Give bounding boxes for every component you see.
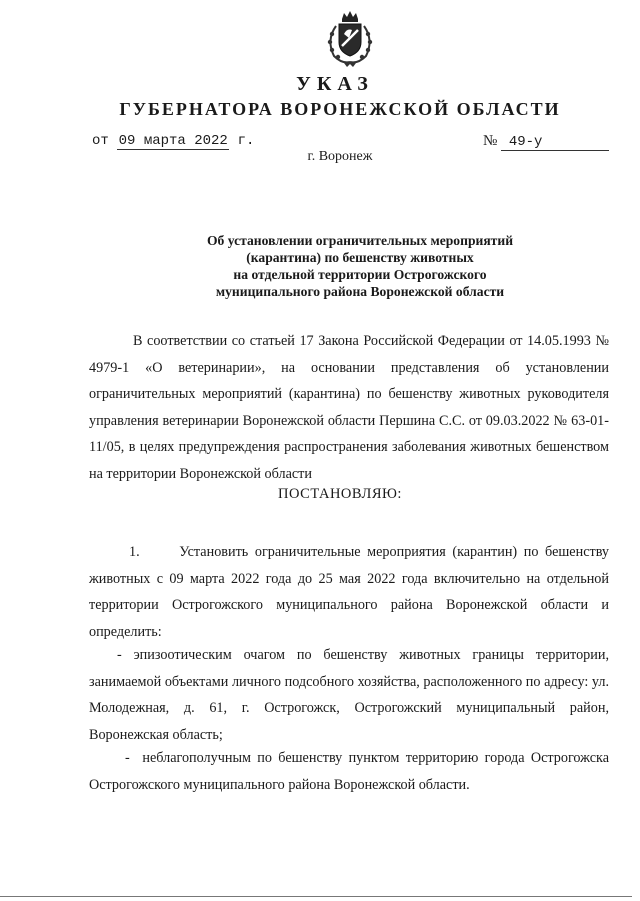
date-suffix: г.: [237, 133, 255, 149]
item-1-dash-paragraph: - неблагополучным по бешенству пунктом территорию города Острогожска Острогожского муниципального района Воронежской области.: [89, 750, 613, 793]
number-label: №: [483, 133, 498, 149]
subject-line: муниципального района Воронежской области: [215, 284, 505, 299]
page-bottom-divider: [0, 896, 632, 897]
document-issuer: ГУБЕРНАТОРА ВОРОНЕЖСКОЙ ОБЛАСТИ: [119, 99, 561, 119]
subject-line: (карантина) по бешенству животных: [246, 250, 474, 265]
decree-date: [92, 133, 254, 150]
item-1-dash-paragraph: - эпизоотическим очагом по бешенству животных границы территории, занимаемой объектами личного подсобного хозяйства, расположенного по адресу: ул. Молодежная, д. 61, г. Острогожск, Острогожский муниципальный район, Воронежская область;: [89, 647, 609, 743]
resolution-keyword: ПОСТАНОВЛЯЮ:: [278, 486, 402, 502]
item-1-paragraph: 1. Установить ограничительные мероприятия (карантин) по бешенству животных с 09 марта 2022 года до 25 мая 2022 года включительно на отдельной территории Острогожского муниципального района Воронежской области и определить:: [89, 544, 613, 640]
coat-of-arms-icon: [322, 10, 378, 68]
subject-line: на отдельной территории Острогожского: [233, 267, 487, 282]
subject-line: Об установлении ограничительных мероприятий: [206, 233, 514, 248]
city: г. Воронеж: [307, 149, 373, 164]
preamble-paragraph: В соответствии со статьей 17 Закона Российской Федерации от 14.05.1993 № 4979-1 «О ветеринарии», на основании представления об установлении ограничительных мероприятий (карантина) по бешенству животных руководителя управления ветеринарии Воронежской области Першина С.С. от 09.03.2022 № 63-01-11/05, в целях предупреждения распространения заболевания животных бешенством на территории Воронежской области: [89, 333, 609, 482]
document-title: УКАЗ: [296, 73, 374, 95]
date-prefix: от: [92, 133, 109, 149]
date-value: 09 марта 2022: [118, 133, 228, 149]
number-value: 49-у: [501, 134, 609, 151]
decree-subject: [150, 232, 570, 300]
